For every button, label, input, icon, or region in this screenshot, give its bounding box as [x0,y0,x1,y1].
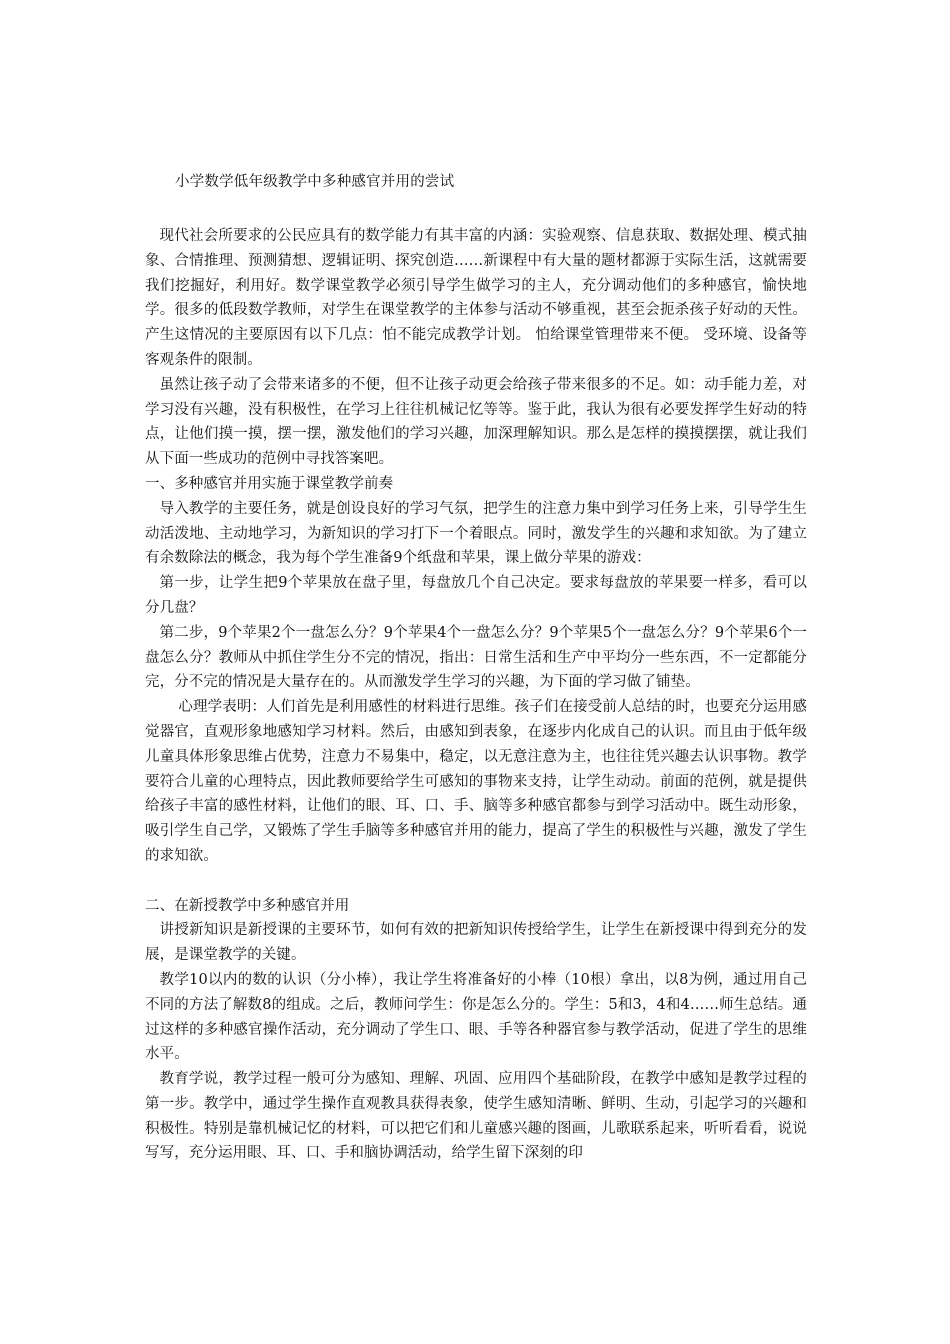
body-paragraph: 现代社会所要求的公民应具有的数学能力有其丰富的内涵：实验观察、信息获取、数据处理、模式抽象、合情推理、预测猜想、逻辑证明、探究创造……新课程中有大量的题材都源于实际生活，这就需要我们挖掘好，利用好。数学课堂教学必须引导学生做学习的主人，充分调动他们的多种感官，愉快地学。很多的低段数学教师，对学生在课堂教学的主体参与活动不够重视，甚至会扼杀孩子好动的天性。产生这情况的主要原因有以下几点：怕不能完成教学计划。 怕给课堂管理带来不便。 受环境、设备等客观条件的限制。 [145,228,807,368]
body-paragraph: 心理学表明：人们首先是利用感性的材料进行思维。孩子们在接受前人总结的时，也要充分运用感觉器官，直观形象地感知学习材料。然后，由感知到表象，在逐步内化成自己的认识。而且由于低年级儿童具体形象思维占优势，注意力不易集中，稳定，以无意注意为主，也往往凭兴趣去认识事物。教学要符合儿童的心理特点，因此教师要给学生可感知的事物来支持，让学生动动。前面的范例，就是提供给孩子丰富的感性材料，让他们的眼、耳、口、手、脑等多种感官都参与到学习活动中。既生动形象，吸引学生自己学，又锻炼了学生手脑等多种感官并用的能力，提高了学生的积极性与兴趣，激发了学生的求知欲。 [145,699,807,864]
paragraph-container [145,224,807,1166]
title-spacer [145,196,807,224]
body-paragraph: 虽然让孩子动了会带来诸多的不便，但不让孩子动更会给孩子带来很多的不足。如：动手能力差，对学习没有兴趣，没有积极性，在学习上往往机械记忆等等。鉴于此，我认为很有必要发挥学生好动的特点，让他们摸一摸，摆一摆，激发他们的学习兴趣，加深理解知识。那么是怎样的摸摸摆摆，就让我们从下面一些成功的范例中寻找答案吧。 [145,376,807,468]
body-paragraph: 第一步，让学生把9个苹果放在盘子里，每盘放几个自己决定。要求每盘放的苹果要一样多，看可以分几盘？ [145,575,807,616]
section-heading: 一、多种感官并用实施于课堂教学前奏 [145,475,394,492]
section-heading: 二、在新授教学中多种感官并用 [145,897,350,914]
body-paragraph: 讲授新知识是新授课的主要环节，如何有效的把新知识传授给学生，让学生在新授课中得到充分的发展，是课堂教学的关键。 [145,922,807,964]
body-paragraph: 教育学说，教学过程一般可分为感知、理解、巩固、应用四个基础阶段，在教学中感知是教学过程的第一步。教学中，通过学生操作直观教具获得表象，使学生感知清晰、鲜明、生动，引起学习的兴趣和积极性。特别是靠机械记忆的材料，可以把它们和儿童感兴趣的图画，儿歌联系起来，听听看看，说说写写，充分运用眼、耳、口、手和脑协调活动，给学生留下深刻的印 [145,1071,807,1162]
document-body [145,168,807,1166]
document-title: 小学数学低年级教学中多种感官并用的尝试 [175,174,455,190]
body-paragraph: 导入教学的主要任务，就是创设良好的学习气氛，把学生的注意力集中到学习任务上来，引导学生生动活泼地、主动地学习，为新知识的学习打下一个着眼点。同时，激发学生的兴趣和求知欲。为了建立有余数除法的概念，我为每个学生准备9个纸盘和苹果，课上做分苹果的游戏： [145,500,807,567]
blank-line [145,869,807,894]
body-paragraph: 第二步，9个苹果2个一盘怎么分？9个苹果4个一盘怎么分？9个苹果5个一盘怎么分？9个苹果6个一盘怎么分？教师从中抓住学生分不完的情况，指出：日常生活和生产中平均分一些东西，不一定都能分完，分不完的情况是大量存在的。从而激发学生学习的兴趣，为下面的学习做了铺垫。 [145,624,807,691]
body-paragraph: 教学10以内的数的认识（分小棒），我让学生将准备好的小棒（10根）拿出，以8为例，通过用自己不同的方法了解数8的组成。之后，教师问学生：你是怎么分的。学生：5和3，4和4……师生总结。通过这样的多种感官操作活动，充分调动了学生口、眼、手等各种器官参与教学活动，促进了学生的思维水平。 [145,971,807,1063]
